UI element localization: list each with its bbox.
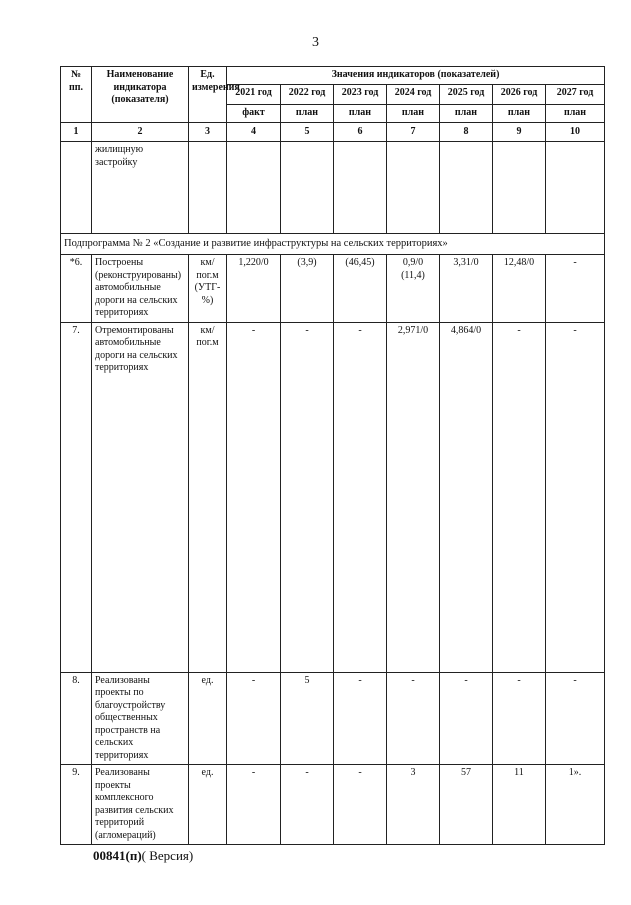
value-cell: 57 bbox=[440, 765, 493, 845]
row-number: *6. bbox=[61, 255, 92, 323]
unit: км/ пог.м (УТГ- %) bbox=[189, 255, 227, 323]
value-cell: (3,9) bbox=[281, 255, 334, 323]
header-type: план bbox=[546, 105, 605, 123]
value-cell: - bbox=[227, 672, 281, 765]
row-number: 8. bbox=[61, 672, 92, 765]
unit: км/ пог.м bbox=[189, 322, 227, 672]
column-number: 1 bbox=[61, 123, 92, 142]
value-cell: 1,220/0 bbox=[227, 255, 281, 323]
value-cell: - bbox=[227, 322, 281, 672]
document-code-version: ( Версия) bbox=[141, 848, 194, 863]
header-type: план bbox=[387, 105, 440, 123]
subprogram-title: Подпрограмма № 2 «Создание и развитие инфраструктуры на сельских территориях» bbox=[61, 234, 605, 255]
table-row bbox=[61, 255, 605, 323]
value-cell: - bbox=[334, 672, 387, 765]
row-number: 7. bbox=[61, 322, 92, 672]
value-cell: - bbox=[546, 672, 605, 765]
indicators-table bbox=[60, 66, 605, 845]
column-number: 4 bbox=[227, 123, 281, 142]
column-number: 2 bbox=[92, 123, 189, 142]
column-number: 6 bbox=[334, 123, 387, 142]
column-number: 8 bbox=[440, 123, 493, 142]
unit: ед. bbox=[189, 672, 227, 765]
indicator-name: Построены (реконструированы) автомобильные дороги на сельских территориях bbox=[92, 255, 189, 323]
header-col-unit: Ед. измерения bbox=[189, 67, 227, 123]
value-cell: - bbox=[493, 322, 546, 672]
table-row bbox=[61, 672, 605, 765]
value-cell: 3 bbox=[387, 765, 440, 845]
header-col-name: Наименование индикатора (показателя) bbox=[92, 67, 189, 123]
indicator-name: Реализованы проекты по благоустройству общественных пространств на сельских территориях bbox=[92, 672, 189, 765]
value-cell: - bbox=[546, 255, 605, 323]
unit: ед. bbox=[189, 765, 227, 845]
header-year: 2021 год bbox=[227, 85, 281, 105]
header-year: 2027 год bbox=[546, 85, 605, 105]
value-cell: 1». bbox=[546, 765, 605, 845]
table-row bbox=[61, 142, 605, 234]
column-number: 10 bbox=[546, 123, 605, 142]
header-year: 2023 год bbox=[334, 85, 387, 105]
value-cell: - bbox=[227, 765, 281, 845]
table-row bbox=[61, 765, 605, 845]
column-number: 9 bbox=[493, 123, 546, 142]
indicator-name: Реализованы проекты комплексного развития сельских территорий (агломераций) bbox=[92, 765, 189, 845]
value-cell: - bbox=[440, 672, 493, 765]
header-year: 2025 год bbox=[440, 85, 493, 105]
value-cell: - bbox=[387, 672, 440, 765]
value-cell: 12,48/0 bbox=[493, 255, 546, 323]
column-numbers-row bbox=[61, 123, 605, 142]
value-cell: 5 bbox=[281, 672, 334, 765]
value-cell: 11 bbox=[493, 765, 546, 845]
value-cell: 3,31/0 bbox=[440, 255, 493, 323]
indicator-name: Отремонтированы автомобильные дороги на сельских территориях bbox=[92, 322, 189, 672]
header-type: факт bbox=[227, 105, 281, 123]
value-cell: - bbox=[334, 765, 387, 845]
header-type: план bbox=[334, 105, 387, 123]
page-number: 3 bbox=[312, 35, 319, 50]
document-code-number: 00841(п) bbox=[93, 848, 142, 863]
header-type: план bbox=[281, 105, 334, 123]
header-year: 2026 год bbox=[493, 85, 546, 105]
value-cell: 4,864/0 bbox=[440, 322, 493, 672]
header-col-values: Значения индикаторов (показателей) bbox=[227, 67, 605, 85]
header-col-num: № пп. bbox=[61, 67, 92, 123]
column-number: 3 bbox=[189, 123, 227, 142]
value-cell: - bbox=[281, 765, 334, 845]
header-year: 2024 год bbox=[387, 85, 440, 105]
row-number: 9. bbox=[61, 765, 92, 845]
column-number: 7 bbox=[387, 123, 440, 142]
header-type: план bbox=[493, 105, 546, 123]
header-type: план bbox=[440, 105, 493, 123]
value-cell: - bbox=[281, 322, 334, 672]
indicator-name: жилищную застройку bbox=[92, 142, 189, 234]
value-cell: - bbox=[334, 322, 387, 672]
column-number: 5 bbox=[281, 123, 334, 142]
header-year: 2022 год bbox=[281, 85, 334, 105]
value-cell: 0,9/0 (11,4) bbox=[387, 255, 440, 323]
table-row bbox=[61, 322, 605, 672]
value-cell: 2,971/0 bbox=[387, 322, 440, 672]
value-cell: - bbox=[493, 672, 546, 765]
document-code bbox=[93, 848, 193, 864]
subprogram-row bbox=[61, 234, 605, 255]
value-cell: - bbox=[546, 322, 605, 672]
value-cell: (46,45) bbox=[334, 255, 387, 323]
